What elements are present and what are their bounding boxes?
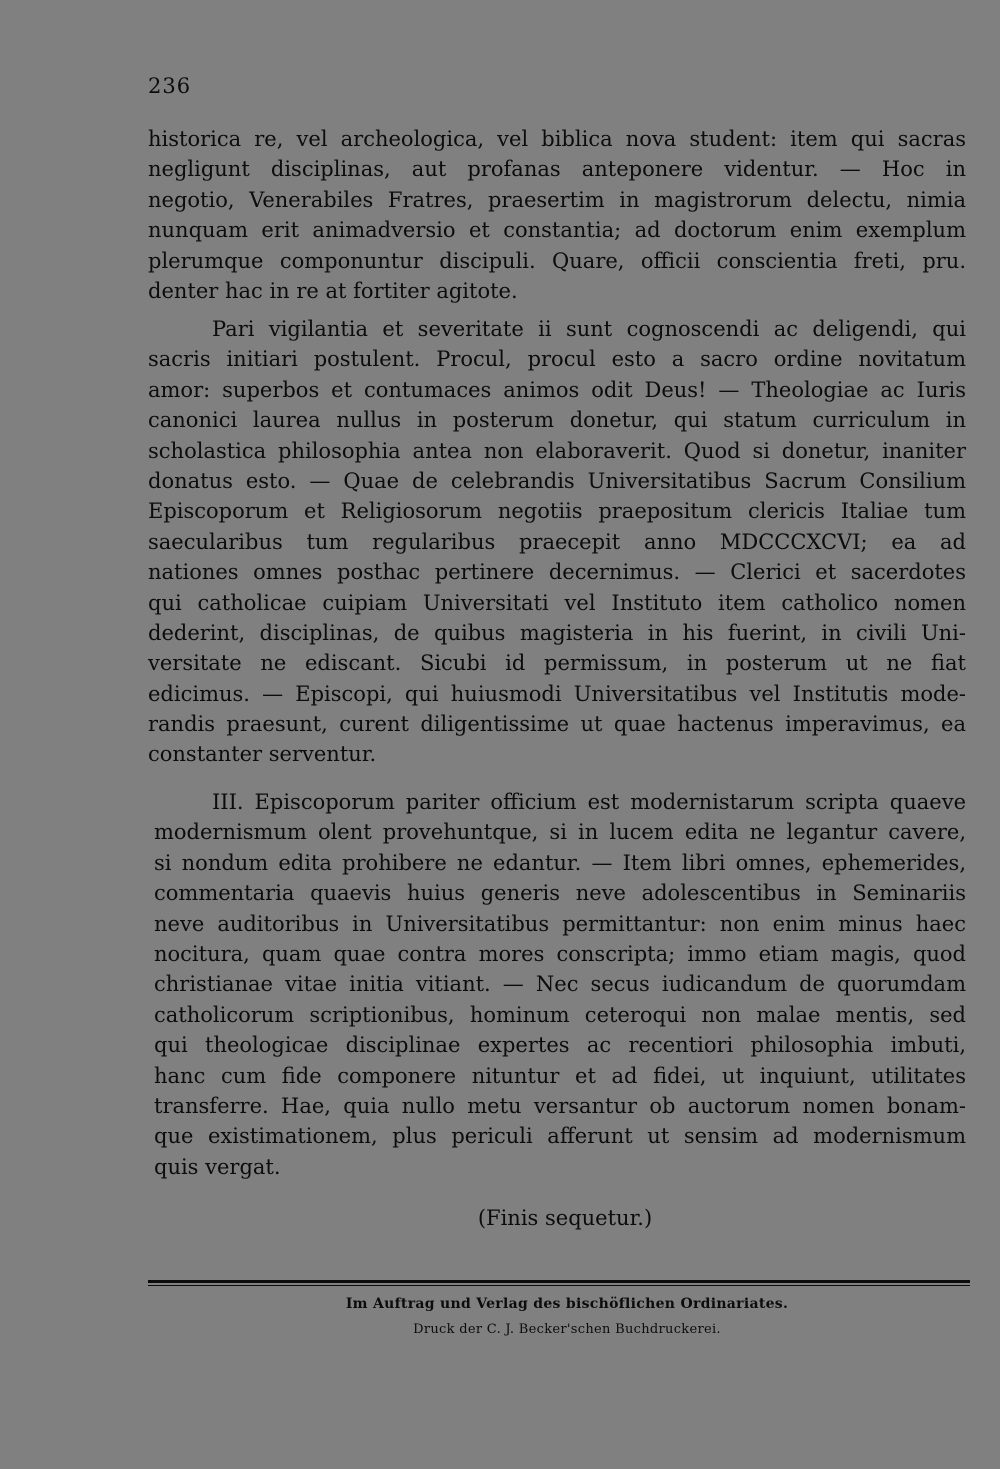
text-line: constanter serventur. (148, 742, 377, 767)
text-line: negligunt disciplinas, aut profanas anteponere videntur. — Hoc in (148, 157, 966, 182)
text-line: qui theologicae disciplinae expertes ac recentiori philosophia imbuti, (154, 1033, 966, 1058)
text-line: plerumque componuntur discipuli. Quare, officii conscientia freti, pru. (148, 248, 966, 273)
text-line: historica re, vel archeologica, vel biblica nova student: item qui sacras (148, 127, 966, 151)
text-line: versitate ne ediscant. Sicubi id permissum, in posterum ut ne fiat (148, 651, 966, 676)
paragraph-2 (148, 314, 966, 770)
page-number: 236 (148, 74, 192, 98)
footer-rule (148, 1280, 970, 1283)
text-line: si nondum edita prohibere ne edantur. — Item libri omnes, ephemerides, (154, 850, 966, 875)
paragraph-3 (154, 787, 966, 1182)
text-line: donatus esto. — Quae de celebrandis Universitatibus Sacrum Consilium (148, 468, 966, 493)
text-line: nocitura, quam quae contra mores conscripta; immo etiam magis, quod (154, 941, 966, 966)
text-line: randis praesunt, curent diligentissime ut quae hactenus imperavimus, ea (148, 712, 966, 737)
text-line: neve auditoribus in Universitatibus permittantur: non enim minus haec (154, 911, 966, 936)
text-line: scholastica philosophia antea non elaboraverit. Quod si donetur, inaniter (148, 438, 966, 463)
text-line: modernismum olent provehuntque, si in lucem edita ne legantur cavere, (154, 820, 966, 845)
text-line: hanc cum fide componere nituntur et ad fidei, ut inquiunt, utilitates (154, 1063, 966, 1088)
text-line: que existimationem, plus periculi afferunt ut sensim ad modernismum (154, 1124, 966, 1149)
text-line: III. Episcoporum pariter officium est modernistarum scripta quaeve (212, 790, 966, 814)
text-line: saecularibus tum regularibus praecepit anno MDCCCXCVI; ea ad (148, 529, 966, 554)
text-line: negotio, Venerabiles Fratres, praesertim in magistrorum delectu, nimia (148, 187, 966, 212)
footer-rule-thin (148, 1285, 970, 1286)
text-line: amor: superbos et contumaces animos odit Deus! — Theologiae ac Iuris (148, 377, 966, 402)
text-line: Episcoporum et Religiosorum negotiis praepositum clericis Italiae tum (148, 499, 966, 524)
text-line: dederint, disciplinas, de quibus magisteria in his fuerint, in civili Uni- (148, 620, 966, 645)
text-line: christianae vitae initia vitiant. — Nec secus iudicandum de quorumdam (154, 972, 966, 997)
text-line: nationes omnes posthac pertinere decernimus. — Clerici et sacerdotes (148, 560, 966, 585)
text-line: transferre. Hae, quia nullo metu versantur ob auctorum nomen bonam- (154, 1093, 966, 1118)
text-line: commentaria quaevis huius generis neve adolescentibus in Seminariis (154, 881, 966, 906)
text-line: qui catholicae cuipiam Universitati vel Instituto item catholico nomen (148, 590, 966, 615)
text-line: edicimus. — Episcopi, qui huiusmodi Universitatibus vel Institutis mode- (148, 681, 966, 706)
text-line: nunquam erit animadversio et constantia; ad doctorum enim exemplum (148, 218, 966, 243)
imprint-printer: Druck der C. J. Becker'schen Buchdruckerei. (413, 1322, 721, 1337)
imprint-publisher: Im Auftrag und Verlag des bischöflichen Ordinariates. (345, 1296, 789, 1312)
text-line: Pari vigilantia et severitate ii sunt cognoscendi ac deligendi, qui (212, 317, 966, 341)
text-line: denter hac in re at fortiter agitote. (148, 278, 518, 303)
text-line: sacris initiari postulent. Procul, procul esto a sacro ordine novitatum (148, 347, 966, 372)
closing-note: (Finis sequetur.) (477, 1206, 653, 1230)
text-line: quis vergat. (154, 1154, 281, 1179)
text-line: catholicorum scriptionibus, hominum ceteroqui non malae mentis, sed (154, 1002, 966, 1027)
paragraph-1 (148, 124, 966, 306)
text-line: canonici laurea nullus in posterum donetur, qui statum curriculum in (148, 408, 966, 433)
